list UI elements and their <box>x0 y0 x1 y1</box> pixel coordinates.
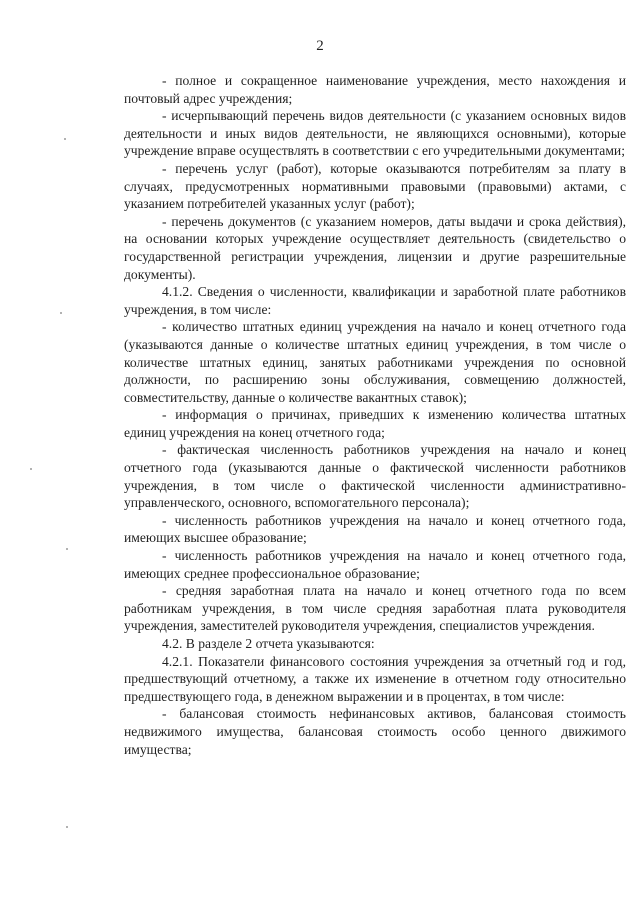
paragraph: - полное и сокращенное наименование учреждения, место нахождения и почтовый адрес учреждения; <box>124 73 626 106</box>
paragraph: - численность работников учреждения на начало и конец отчетного года, имеющих среднее профессиональное образование; <box>124 548 626 581</box>
scan-speck <box>66 826 68 828</box>
paragraph: - балансовая стоимость нефинансовых активов, балансовая стоимость недвижимого имущества, балансовая стоимость особо ценного движимого имущества; <box>124 706 626 757</box>
paragraph: - перечень документов (с указанием номеров, даты выдачи и срока действия), на основании которых учреждение осуществляет деятельность (свидетельство о государственной регистрации учреждения, лицензии и другие разрешительные документы). <box>124 213 626 282</box>
scan-speck <box>64 138 66 140</box>
document-body <box>124 72 626 758</box>
paragraph: - средняя заработная плата на начало и конец отчетного года по всем работникам учреждения, в том числе средняя заработная плата руководителя учреждения, заместителей руководителя учреждения, специалистов учреждения. <box>124 583 626 634</box>
paragraph: - численность работников учреждения на начало и конец отчетного года, имеющих высшее образование; <box>124 512 626 546</box>
paragraph: - фактическая численность работников учреждения на начало и конец отчетного года (указываются данные о фактической численности работников учреждения, в том числе о фактической численности административно-управленческого, основного, вспомогательного персонала); <box>124 442 626 511</box>
paragraph: - информация о причинах, приведших к изменению количества штатных единиц учреждения на конец отчетного года; <box>124 407 626 440</box>
page-number: 2 <box>316 38 324 54</box>
paragraph: - количество штатных единиц учреждения на начало и конец отчетного года (указываются данные о количестве штатных единиц учреждения, в том числе о количестве штатных единиц, занятых работниками учреждения по основной должности, по расширению зоны обслуживания, совмещению должностей, совместительству, данные о количестве вакантных ставок); <box>124 319 626 405</box>
scan-speck <box>66 548 68 550</box>
paragraph: 4.1.2. Сведения о численности, квалификации и заработной плате работников учреждения, в том числе: <box>124 284 626 317</box>
paragraph: - исчерпывающий перечень видов деятельности (с указанием основных видов деятельности и иных видов деятельности, не являющихся основными), которые учреждение вправе осуществлять в соответствии с его учредительными документами; <box>124 108 626 159</box>
paragraph: 4.2. В разделе 2 отчета указываются: <box>162 636 375 651</box>
paragraph: 4.2.1. Показатели финансового состояния учреждения за отчетный год и год, предшествующий отчетному, а также их изменение в отчетном году относительно предшествующего года, в денежном выражении и в процентах, в том числе: <box>124 653 626 704</box>
scan-speck <box>60 312 62 314</box>
scan-speck <box>30 468 32 470</box>
paragraph: - перечень услуг (работ), которые оказываются потребителям за плату в случаях, предусмотренных нормативными правовыми (правовыми) актами, с указанием потребителей указанных услуг (работ); <box>124 160 626 212</box>
